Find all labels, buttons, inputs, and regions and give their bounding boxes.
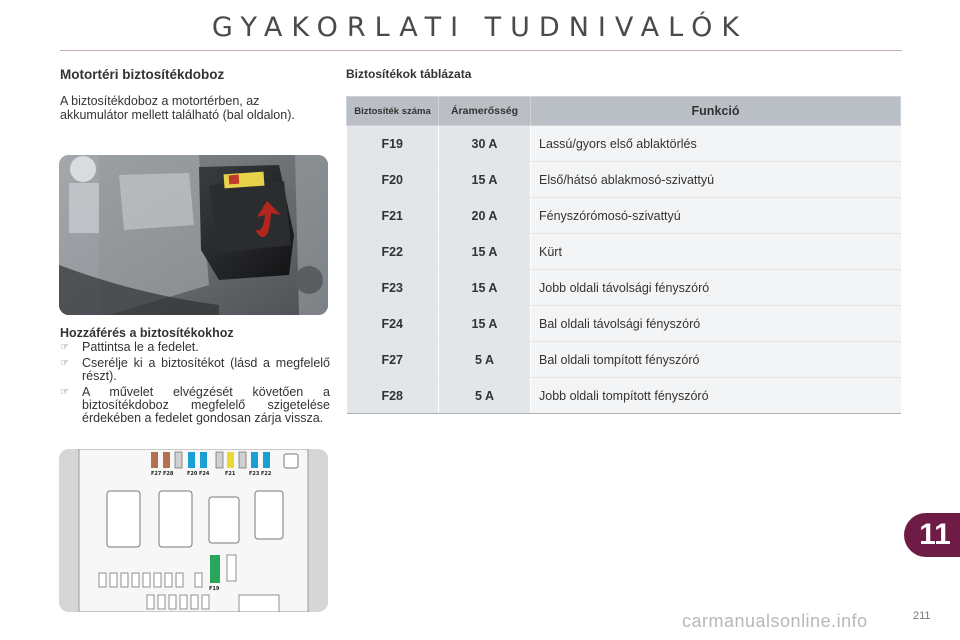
fuse-amperage: 30 A: [439, 126, 531, 162]
fuse-amperage: 15 A: [439, 162, 531, 198]
table-row: [347, 306, 901, 342]
fuse-label: F27: [151, 471, 162, 477]
fuse-function: Fényszórómosó-szivattyú: [531, 198, 901, 234]
fuse-table: [346, 96, 901, 414]
pointing-hand-icon: ☞: [60, 358, 69, 369]
fuse-label: F21: [225, 471, 236, 477]
table-row: [347, 342, 901, 378]
fuse-number: F22: [347, 234, 439, 270]
fuse-function: Jobb oldali távolsági fényszóró: [531, 270, 901, 306]
table-row: [347, 234, 901, 270]
pointing-hand-icon: ☞: [60, 387, 69, 398]
fuse-number: F23: [347, 270, 439, 306]
table-row: [347, 198, 901, 234]
fuse-function: Lassú/gyors első ablaktörlés: [531, 126, 901, 162]
column-header: Áramerősség: [439, 97, 531, 126]
fuse-amperage: 15 A: [439, 306, 531, 342]
fuse-function: Első/hátsó ablakmosó-szivattyú: [531, 162, 901, 198]
fuse-amperage: 15 A: [439, 270, 531, 306]
fuse-amperage: 20 A: [439, 198, 531, 234]
table-title: Biztosítékok táblázata: [346, 67, 472, 81]
watermark: carmanualsonline.info: [682, 611, 868, 631]
fusebox-diagram: [59, 449, 328, 612]
fuse-label: F19: [209, 586, 220, 592]
fuse-label: F22: [261, 471, 272, 477]
fuse-label: F28: [163, 471, 174, 477]
page-number: 211: [913, 610, 931, 622]
fuse-function: Bal oldali távolsági fényszóró: [531, 306, 901, 342]
fuse-number: F20: [347, 162, 439, 198]
access-title: Hozzáférés a biztosítékokhoz: [60, 326, 234, 340]
intro-text: A biztosítékdoboz a motortérben, az akkumulátor mellett található (bal oldalon).: [60, 94, 295, 122]
fuse-function: Jobb oldali tompított fényszóró: [531, 378, 901, 414]
fuse-number: F24: [347, 306, 439, 342]
fuse-label: F20: [187, 471, 198, 477]
engine-fusebox-photo: [59, 155, 328, 315]
instruction-step: ☞ Cserélje ki a biztosítékot (lásd a megfelelő részt).: [60, 356, 330, 383]
header-divider: [60, 50, 902, 51]
instruction-step: ☞ Pattintsa le a fedelet.: [60, 340, 199, 354]
instruction-list: [60, 341, 330, 428]
chapter-tab: 11: [904, 513, 960, 557]
table-row: [347, 126, 901, 162]
fuse-number: F19: [347, 126, 439, 162]
fuse-number: F28: [347, 378, 439, 414]
table-header-row: [347, 97, 901, 126]
fuse-amperage: 15 A: [439, 234, 531, 270]
column-header: Biztosíték száma: [347, 97, 439, 126]
table-row: [347, 378, 901, 414]
fuse-label: F24: [199, 471, 210, 477]
fuse-number: F21: [347, 198, 439, 234]
fuse-number: F27: [347, 342, 439, 378]
column-header: Funkció: [531, 97, 901, 126]
page-header-title: GYAKORLATI TUDNIVALÓK: [211, 12, 749, 43]
fuse-amperage: 5 A: [439, 342, 531, 378]
table-row: [347, 270, 901, 306]
fuse-function: Bal oldali tompított fényszóró: [531, 342, 901, 378]
fuse-label: F23: [249, 471, 260, 477]
fuse-function: Kürt: [531, 234, 901, 270]
pointing-hand-icon: ☞: [60, 342, 69, 353]
instruction-step: ☞ A művelet elvégzését követően a biztosítékdoboz megfelelő szigetelése érdekében a fedelet gondosan zárja vissza.: [60, 385, 330, 425]
table-row: [347, 162, 901, 198]
section-title: Motortéri biztosítékdoboz: [60, 67, 225, 82]
fuse-amperage: 5 A: [439, 378, 531, 414]
